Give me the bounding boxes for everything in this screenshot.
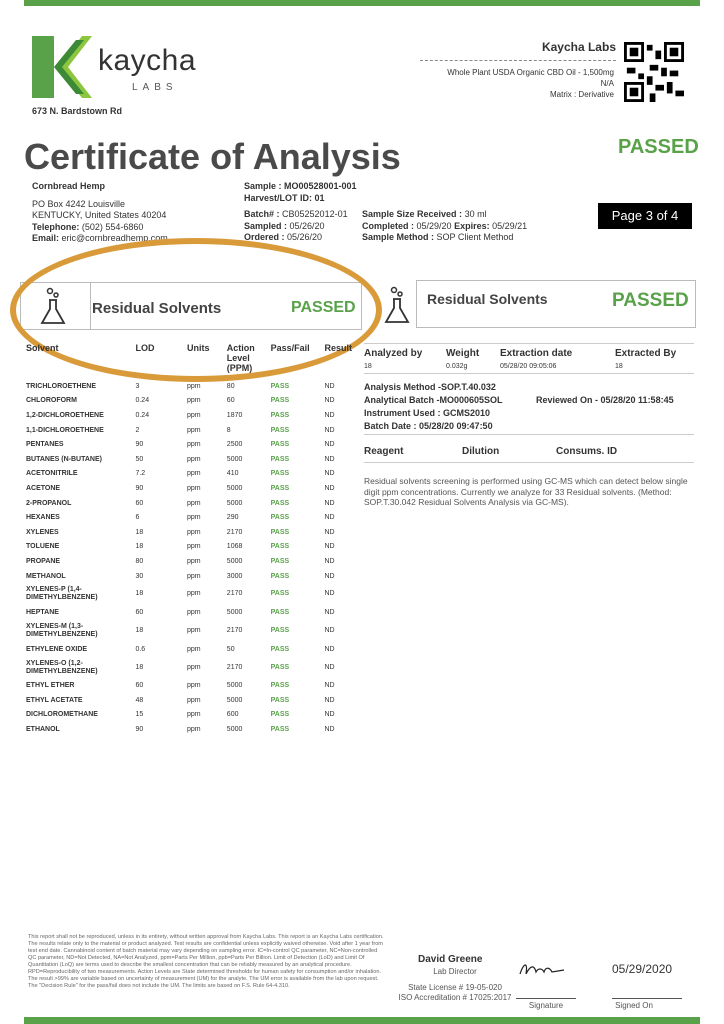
- table-row: [24, 693, 354, 708]
- result-value: ND: [324, 499, 335, 507]
- signed-on-label: Signed On: [615, 1001, 653, 1010]
- units-value: ppm: [187, 484, 201, 492]
- header-passfail: Pass/Fail: [270, 343, 310, 353]
- client-addr1: PO Box 4242 Louisville: [32, 198, 126, 209]
- table-row: [24, 708, 354, 723]
- units-value: ppm: [187, 499, 201, 507]
- action-level-value: 1068: [226, 543, 243, 551]
- result-value: ND: [324, 696, 335, 704]
- extraction-value: 05/28/20 09:05:06: [500, 363, 557, 370]
- table-row: [24, 437, 354, 452]
- lod-value: 18: [135, 626, 144, 634]
- batch-label: Batch# :: [244, 209, 280, 219]
- units-value: ppm: [187, 528, 201, 536]
- units-value: ppm: [187, 626, 201, 634]
- expires-value: 05/29/21: [492, 220, 528, 231]
- action-level-value: 5000: [226, 682, 243, 690]
- result-value: ND: [324, 470, 335, 478]
- signature-label: Signature: [528, 1001, 564, 1010]
- header-lod: LOD: [135, 343, 155, 353]
- action-level-value: 1870: [226, 411, 243, 419]
- solvent-name: XYLENES-P (1,4-DIMETHYLBENZENE): [26, 586, 98, 602]
- solvent-name: HEXANES: [26, 514, 60, 522]
- result-value: ND: [324, 711, 335, 719]
- lab-name: Kaycha Labs: [541, 40, 616, 54]
- extracted-by-value: 18: [615, 363, 623, 370]
- solvent-name: ETHYLENE OXIDE: [26, 645, 88, 653]
- top-accent-bar: [24, 0, 700, 6]
- pass-fail-value: PASS: [270, 572, 290, 580]
- units-value: ppm: [187, 543, 201, 551]
- pass-fail-value: PASS: [270, 557, 290, 565]
- analysis-top-line: [364, 343, 694, 344]
- analytical-batch: Analytical Batch -MO000605SOL: [364, 395, 503, 405]
- lod-value: 30: [135, 572, 144, 580]
- bottom-accent-bar: [24, 1017, 700, 1024]
- action-level-value: 5000: [226, 609, 243, 617]
- result-value: ND: [324, 441, 335, 449]
- table-row: [24, 569, 354, 584]
- kaycha-k-icon: [32, 36, 92, 98]
- table-row: [24, 554, 354, 569]
- units-value: ppm: [187, 711, 201, 719]
- lod-value: 48: [135, 696, 144, 704]
- result-value: ND: [324, 397, 335, 405]
- result-value: ND: [324, 528, 335, 536]
- lod-value: 0.6: [135, 645, 146, 653]
- dilution-label: Dilution: [462, 446, 500, 457]
- units-value: ppm: [187, 645, 201, 653]
- action-level-value: 50: [226, 645, 235, 653]
- product-matrix: Matrix : Derivative: [549, 90, 614, 99]
- table-row: [24, 657, 354, 679]
- page-title: Certificate of Analysis: [24, 136, 401, 177]
- header-action: Action Level (PPM): [226, 343, 255, 373]
- solvent-name: HEPTANE: [26, 609, 59, 617]
- pass-fail-value: PASS: [270, 499, 290, 507]
- action-level-value: 2170: [226, 528, 243, 536]
- lod-value: 60: [135, 499, 144, 507]
- pass-fail-value: PASS: [270, 411, 290, 419]
- units-value: ppm: [187, 426, 201, 434]
- reagent-top-line: [364, 434, 694, 435]
- result-value: ND: [324, 645, 335, 653]
- table-row: [24, 540, 354, 555]
- pass-fail-value: PASS: [270, 663, 290, 671]
- table-row: [24, 510, 354, 525]
- solvent-name: ACETONE: [26, 484, 61, 492]
- size-value: 30 ml: [464, 209, 487, 219]
- table-row: [24, 525, 354, 540]
- sampled-value: 05/26/20: [289, 220, 325, 231]
- table-row: [24, 605, 354, 620]
- product-name: Whole Plant USDA Organic CBD Oil - 1,500mg: [447, 68, 614, 77]
- lod-value: 60: [135, 609, 144, 617]
- action-level-value: 2170: [226, 590, 243, 598]
- result-value: ND: [324, 455, 335, 463]
- pass-fail-value: PASS: [270, 455, 290, 463]
- logo-sub: LABS: [132, 82, 178, 93]
- analysis-method: Analysis Method -SOP.T.40.032: [364, 382, 496, 392]
- lod-value: 15: [135, 711, 144, 719]
- units-value: ppm: [187, 726, 201, 734]
- lod-value: 90: [135, 726, 144, 734]
- iso-accreditation: ISO Accreditation # 17025:2017: [398, 993, 512, 1002]
- batch-date: Batch Date : 05/28/20 09:47:50: [364, 421, 493, 431]
- action-level-value: 5000: [226, 499, 243, 507]
- units-value: ppm: [187, 470, 201, 478]
- units-value: ppm: [187, 663, 201, 671]
- pass-fail-value: PASS: [270, 382, 290, 390]
- lab-product-info: [447, 67, 614, 100]
- lod-value: 18: [135, 528, 144, 536]
- units-value: ppm: [187, 397, 201, 405]
- logo-word: kaycha: [98, 44, 197, 77]
- units-value: ppm: [187, 557, 201, 565]
- solvent-name: PROPANE: [26, 557, 61, 565]
- product-na: N/A: [600, 79, 614, 88]
- qr-code-icon[interactable]: [624, 42, 684, 102]
- section-status-left: PASSED: [291, 299, 356, 316]
- units-value: ppm: [187, 572, 201, 580]
- method-value: SOP Client Method: [436, 232, 514, 242]
- action-level-value: 2170: [226, 663, 243, 671]
- solvent-name: ETHYL ETHER: [26, 682, 75, 690]
- action-level-value: 5000: [226, 557, 243, 565]
- header-solvent: Solvent: [26, 343, 59, 353]
- overall-status: PASSED: [618, 136, 699, 158]
- pass-fail-value: PASS: [270, 426, 290, 434]
- result-value: ND: [324, 663, 335, 671]
- solvent-name: CHLOROFORM: [26, 397, 77, 405]
- kaycha-logo: [32, 36, 212, 100]
- result-value: ND: [324, 484, 335, 492]
- table-row: [24, 583, 354, 605]
- ordered-value: 05/26/20: [287, 232, 323, 242]
- client-email: eric@cornbreadhemp.com: [61, 233, 168, 243]
- signed-on-line: [612, 998, 682, 999]
- solvent-name: TOLUENE: [26, 543, 60, 551]
- units-value: ppm: [187, 441, 201, 449]
- solvent-name: BUTANES (N-BUTANE): [26, 455, 102, 463]
- action-level-value: 290: [226, 514, 239, 522]
- solvent-name: ETHYL ACETATE: [26, 696, 83, 704]
- director-role: Lab Director: [433, 967, 477, 976]
- action-level-value: 60: [226, 397, 235, 405]
- client-info: [32, 181, 168, 245]
- batch-value: CB05252012-01: [282, 209, 348, 219]
- pass-fail-value: PASS: [270, 682, 290, 690]
- action-level-value: 3000: [226, 572, 243, 580]
- page-badge: Page 3 of 4: [598, 203, 692, 229]
- result-value: ND: [324, 609, 335, 617]
- action-level-value: 5000: [226, 696, 243, 704]
- header-units: Units: [187, 343, 210, 353]
- table-row: [24, 423, 354, 438]
- lod-value: 7.2: [135, 470, 146, 478]
- solvent-name: ACETONITRILE: [26, 470, 78, 478]
- reagent-bottom-line: [364, 462, 694, 463]
- units-value: ppm: [187, 455, 201, 463]
- action-level-value: 5000: [226, 726, 243, 734]
- result-value: ND: [324, 682, 335, 690]
- ordered-label: Ordered :: [244, 232, 285, 242]
- pass-fail-value: PASS: [270, 626, 290, 634]
- pass-fail-value: PASS: [270, 397, 290, 405]
- pass-fail-value: PASS: [270, 514, 290, 522]
- pass-fail-value: PASS: [270, 590, 290, 598]
- consums-label: Consums. ID: [556, 446, 618, 457]
- units-value: ppm: [187, 590, 201, 598]
- solvent-name: XYLENES: [26, 528, 59, 536]
- units-value: ppm: [187, 411, 201, 419]
- pass-fail-value: PASS: [270, 484, 290, 492]
- pass-fail-value: PASS: [270, 645, 290, 653]
- method-label: Sample Method :: [362, 232, 435, 242]
- extraction-label: Extraction date: [500, 348, 573, 359]
- table-row: [24, 467, 354, 482]
- solvent-name: ETHANOL: [26, 726, 60, 734]
- result-value: ND: [324, 411, 335, 419]
- lod-value: 50: [135, 455, 144, 463]
- section-status-right: PASSED: [612, 290, 689, 311]
- result-value: ND: [324, 626, 335, 634]
- result-value: ND: [324, 726, 335, 734]
- lab-address: 673 N. Bardstown Rd: [32, 106, 123, 116]
- units-value: ppm: [187, 609, 201, 617]
- result-value: ND: [324, 382, 335, 390]
- result-value: ND: [324, 572, 335, 580]
- analyzed-by-value: 18: [364, 363, 372, 370]
- solvent-name: DICHLOROMETHANE: [26, 711, 98, 719]
- solvent-name: METHANOL: [26, 572, 66, 580]
- action-level-value: 80: [226, 382, 235, 390]
- sample-info-2: [362, 209, 527, 244]
- analysis-mid-line: [364, 373, 694, 374]
- action-level-value: 2500: [226, 441, 243, 449]
- action-level-value: 600: [226, 711, 239, 719]
- client-name: Cornbread Hemp: [32, 181, 106, 191]
- lod-value: 0.24: [135, 411, 150, 419]
- client-tel: (502) 554-6860: [81, 221, 144, 232]
- solvent-name: 1,2-DICHLOROETHENE: [26, 411, 104, 419]
- table-row: [24, 452, 354, 467]
- sample-id: Sample : MO00528001-001: [244, 181, 357, 191]
- flask-icon-right: [382, 286, 412, 326]
- signed-date: 05/29/2020: [612, 962, 673, 976]
- pass-fail-value: PASS: [270, 696, 290, 704]
- action-level-value: 5000: [226, 455, 243, 463]
- solvent-name: 2-PROPANOL: [26, 499, 72, 507]
- section-title-right: Residual Solvents: [427, 291, 548, 307]
- solvents-table: [24, 343, 354, 737]
- lod-value: 18: [135, 590, 144, 598]
- table-row: [24, 620, 354, 642]
- disclaimer: This report shall not be reproduced, unless in its entirety, without written approval from Kaycha Labs. This report is an Kaycha Labs certification. The results relate only to the material or product analyzed. Test results are confidential unless explicitly waived otherwise. Void after 1 year from test end date. Cannabinoid content of batch material may vary depending on sampling error. IC=In-control QC parameter, NC=Non-controlled QC parameter, ND=Not Detected, NA=Not Analyzed, ppm=Parts Per Million, ppb=Parts Per Billion. Limit of Detection (LoD) and Limit Of Quantitation (LoQ) are terms used to describe the smallest concentration that can be reliably measured by an analytical procedure. RPD=Reproducibility of two measurements. Action Levels are State determined thresholds for human safety for consumption and/or inhalation. The result >99% are variable based on uncertainty of measurement (UM) for the analyte. The UM error is available from the lab upon request. The "Decision Rule" for the pass/fail does not include the UM. The limits are based on F.S. Rule 64-4.310.: [28, 934, 384, 989]
- pass-fail-value: PASS: [270, 441, 290, 449]
- table-row: [24, 481, 354, 496]
- lod-value: 6: [135, 514, 140, 522]
- table-row: [24, 394, 354, 409]
- state-license: State License # 19-05-020: [408, 983, 502, 992]
- lod-value: 2: [135, 426, 140, 434]
- result-value: ND: [324, 426, 335, 434]
- lod-value: 60: [135, 682, 144, 690]
- pass-fail-value: PASS: [270, 470, 290, 478]
- lod-value: 18: [135, 543, 144, 551]
- table-header-row: [24, 343, 354, 379]
- method-note: Residual solvents screening is performed using GC-MS which can detect below single digit ppm concentrations. Currently we analyze for 33 Residual solvents. (Method: SOP.T.30.042 Residual Solvents Analysis via GC-MS).: [364, 476, 688, 507]
- pass-fail-value: PASS: [270, 543, 290, 551]
- completed-value: 05/29/20: [416, 220, 452, 231]
- result-value: ND: [324, 557, 335, 565]
- lod-value: 3: [135, 382, 140, 390]
- lab-divider: [420, 60, 616, 61]
- units-value: ppm: [187, 382, 201, 390]
- lod-value: 80: [135, 557, 144, 565]
- expires-label: Expires:: [454, 220, 490, 231]
- pass-fail-value: PASS: [270, 609, 290, 617]
- size-label: Sample Size Received :: [362, 209, 463, 219]
- completed-label: Completed :: [362, 220, 415, 231]
- table-row: [24, 408, 354, 423]
- units-value: ppm: [187, 696, 201, 704]
- action-level-value: 5000: [226, 484, 243, 492]
- units-value: ppm: [187, 514, 201, 522]
- table-row: [24, 379, 354, 394]
- pass-fail-value: PASS: [270, 711, 290, 719]
- reagent-label: Reagent: [364, 446, 404, 457]
- section-title-left: Residual Solvents: [92, 300, 222, 317]
- harvest-lot: Harvest/LOT ID: 01: [244, 192, 325, 203]
- table-row: [24, 496, 354, 511]
- solvent-name: PENTANES: [26, 441, 64, 449]
- signature-image: [518, 960, 566, 980]
- solvent-name: TRICHLOROETHENE: [26, 382, 96, 390]
- action-level-value: 8: [226, 426, 231, 434]
- instrument-used: Instrument Used : GCMS2010: [364, 408, 491, 418]
- reviewed-on: Reviewed On - 05/28/20 11:58:45: [536, 395, 674, 405]
- pass-fail-value: PASS: [270, 726, 290, 734]
- weight-value: 0.032g: [446, 363, 468, 370]
- table-row: [24, 679, 354, 694]
- director-name: David Greene: [418, 954, 483, 965]
- client-addr2: KENTUCKY, United States 40204: [32, 210, 167, 220]
- solvent-name: XYLENES-M (1,3-DIMETHYLBENZENE): [26, 622, 98, 638]
- email-label: Email:: [32, 233, 60, 243]
- result-value: ND: [324, 590, 335, 598]
- tel-label: Telephone:: [32, 221, 80, 232]
- table-row: [24, 722, 354, 737]
- lod-value: 0.24: [135, 397, 150, 405]
- table-row: [24, 642, 354, 657]
- solvent-name: XYLENES-O (1,2-DIMETHYLBENZENE): [26, 659, 98, 675]
- extracted-by-label: Extracted By: [615, 348, 677, 359]
- sample-info: [244, 181, 357, 244]
- action-level-value: 410: [226, 470, 239, 478]
- lod-value: 90: [135, 484, 144, 492]
- result-value: ND: [324, 543, 335, 551]
- lod-value: 18: [135, 663, 144, 671]
- weight-label: Weight: [446, 348, 480, 359]
- action-level-value: 2170: [226, 626, 243, 634]
- header-result: Result: [324, 343, 352, 353]
- analyzed-by-label: Analyzed by: [364, 348, 423, 359]
- solvent-name: 1,1-DICHLOROETHENE: [26, 426, 104, 434]
- sampled-label: Sampled :: [244, 220, 288, 231]
- lod-value: 90: [135, 441, 144, 449]
- signature-line: [516, 998, 576, 999]
- pass-fail-value: PASS: [270, 528, 290, 536]
- result-value: ND: [324, 514, 335, 522]
- units-value: ppm: [187, 682, 201, 690]
